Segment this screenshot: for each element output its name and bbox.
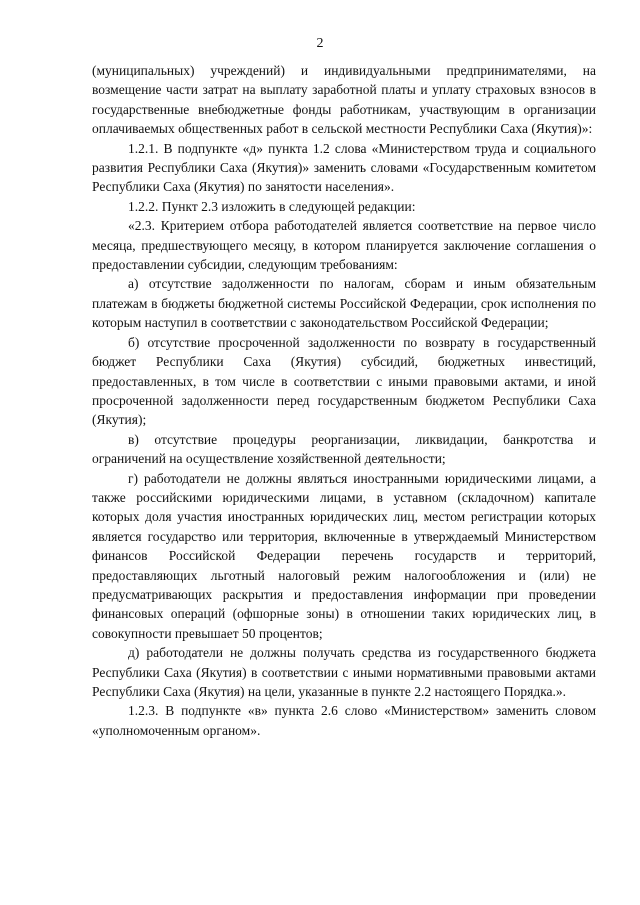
paragraph-1-2-2: 1.2.2. Пункт 2.3 изложить в следующей редакции: (128, 198, 416, 214)
paragraph-1-2-1: 1.2.1. В подпункте «д» пункта 1.2 слова «Министерством труда и социального развития Республики Саха (Якутия)» заменить словами «Государственным комитетом Республики Саха (Якутия) по занятости населения». (92, 140, 596, 195)
paragraph-continuation: (муниципальных) учреждений) и индивидуальными предпринимателями, на возмещение части затрат на выплату заработной платы и уплату страховых взносов в государственные внебюджетные фонды работникам, участвующим в организации оплачиваемых общественных работ в сельской местности Республики Саха (Якутия)»: (92, 63, 596, 137)
paragraph-requirement-g: г) работодатели не должны являться иностранными юридическими лицами, а также российскими юридическими лицами, в уставном (складочном) капитале которых доля участия иностранных юридических лиц, местом регистрации которых является государство или территория, включенные в утверждаемый Министерством финансов Российской Федерации перечень государств и территорий, предоставляющих льготный налоговый режим налогообложения и (или) не предусматривающих раскрытия и предоставления информации при проведении финансовых операций (офшорные зоны) в отношении таких юридических лиц, в совокупности превышает 50 процентов; (92, 470, 596, 641)
paragraph-requirement-b: б) отсутствие просроченной задолженности по возврату в государственный бюджет Республики Саха (Якутия) субсидий, бюджетных инвестиций, предоставленных, в том числе в соответствии с иными правовыми актами, и иной просроченной задолженности перед государственным бюджетом Республики Саха (Якутия); (92, 334, 596, 428)
document-body (92, 61, 596, 740)
paragraph-requirement-v: в) отсутствие процедуры реорганизации, ликвидации, банкротства и ограничений на осуществление хозяйственной деятельности; (92, 431, 596, 467)
paragraph-2-3-criteria: «2.3. Критерием отбора работодателей является соответствие на первое число месяца, предшествующего месяцу, в котором планируется заключение соглашения о предоставлении субсидии, следующим требованиям: (92, 218, 596, 273)
paragraph-1-2-3: 1.2.3. В подпункте «в» пункта 2.6 слово «Министерством» заменить словом «уполномоченным органом». (92, 703, 596, 738)
paragraph-requirement-d: д) работодатели не должны получать средства из государственного бюджета Республики Саха (Якутия) в соответствии с иными нормативными правовыми актами Республики Саха (Якутия) на цели, указанные в пункте 2.2 настоящего Порядка.». (92, 645, 596, 699)
page-number: 2 (316, 36, 324, 51)
paragraph-requirement-a: а) отсутствие задолженности по налогам, сборам и иным обязательным платежам в бюджеты бюджетной системы Российской Федерации, срок исполнения по которым наступил в соответствии с законодательством Российской Федерации; (92, 276, 596, 331)
